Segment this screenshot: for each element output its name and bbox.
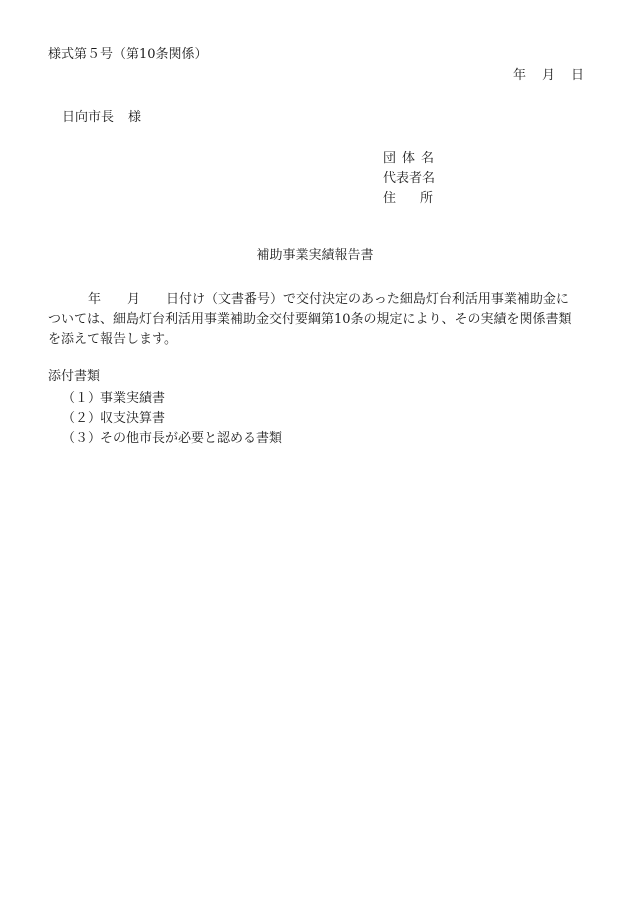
document-title: 補助事業実績報告書 (256, 248, 374, 263)
body-line-1-text: 日付け（文書番号）で交付決定のあった細島灯台利活用事業補助金に (166, 292, 569, 307)
list-item (62, 429, 282, 449)
list-item-number: （１） (62, 391, 102, 406)
body-line-2: ついては、細島灯台利活用事業補助金交付要綱第10条の規定により、その実績を関係書類 (48, 312, 572, 327)
body-line-1 (48, 290, 584, 310)
applicant-representative-label: 代表者名 (383, 171, 436, 186)
list-item-number: （３） (62, 431, 102, 446)
applicant-address-label: 住所 (383, 191, 458, 206)
recipient-honorific: 様 (128, 110, 142, 125)
list-item (62, 409, 282, 429)
date-year-label: 年 (513, 68, 527, 83)
applicant-organization-label: 団体名 (383, 151, 441, 166)
form-number: 様式第５号（第10条関係） (48, 47, 208, 62)
body-month-label: 月 (127, 292, 141, 307)
body-year-label: 年 (88, 292, 102, 307)
body-line-3: を添えて報告します。 (48, 332, 177, 347)
attachments-list (62, 389, 282, 449)
recipient-name: 日向市長 (62, 110, 115, 125)
list-item (62, 389, 282, 409)
attachments-heading: 添付書類 (48, 369, 101, 384)
body-paragraph (48, 290, 584, 350)
date-line (513, 68, 584, 84)
list-item-label: 収支決算書 (100, 411, 166, 426)
applicant-fields (383, 149, 457, 209)
list-item-label: その他市長が必要と認める書類 (100, 431, 283, 446)
date-day-label: 日 (571, 68, 585, 83)
recipient (62, 110, 141, 126)
list-item-label: 事業実績書 (100, 391, 166, 406)
list-item-number: （２） (62, 411, 102, 426)
date-month-label: 月 (542, 68, 556, 83)
